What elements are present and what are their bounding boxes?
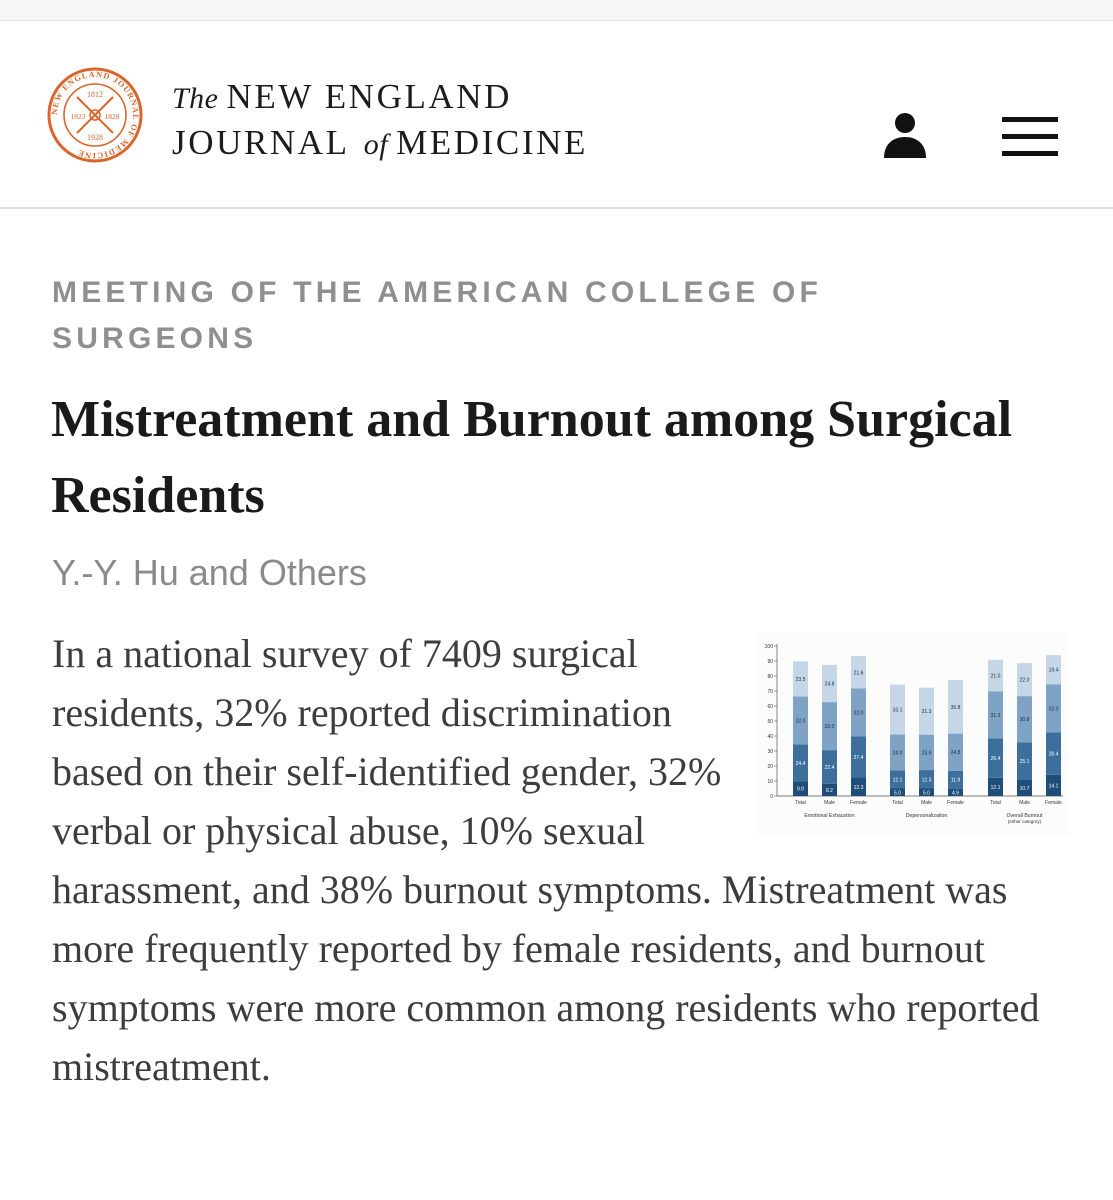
bar-category-label: Female — [947, 800, 964, 806]
bar-data-label: 12.1 — [990, 784, 1001, 791]
bar-data-label: 21.6 — [853, 670, 864, 677]
bar-data-label: 27.4 — [853, 755, 864, 761]
nejm-seal-logo[interactable] — [47, 67, 143, 163]
group-label: Depersonalization — [905, 813, 948, 819]
abstract-text: In a national survey of 7409 surgical residents, 32% reported discrimination based on their self-identified gender, 32% verbal or physical abuse, 10% sexual harassment, and 38% burnout symptoms. Mistreatment was more frequently reported by female residents, and burnout symptoms were more common among residents who reported mistreatment. — [52, 631, 1040, 1089]
bar-data-label: 28.4 — [1048, 751, 1059, 758]
bar-data-label: 22.4 — [824, 764, 835, 771]
bar-data-label: 22.0 — [1019, 677, 1030, 684]
site-header — [0, 21, 1113, 209]
y-tick-label: 90 — [767, 659, 773, 665]
journal-masthead[interactable] — [172, 75, 588, 167]
bar-data-label: 14.1 — [1048, 783, 1059, 790]
bar-data-label: 12.3 — [853, 784, 864, 791]
article-title[interactable]: Mistreatment and Burnout among Surgical Residents — [51, 391, 1013, 524]
bar-data-label: 32.0 — [853, 710, 864, 717]
article-category[interactable]: MEETING OF THE AMERICAN COLLEGE OF SURGEONS — [52, 276, 823, 355]
bar-data-label: 5.0 — [894, 790, 901, 797]
bar-category-label: Male — [824, 800, 835, 806]
bar-data-label: 4.9 — [952, 790, 959, 797]
bar-data-label: 5.0 — [923, 790, 930, 797]
bar-data-label: 26.4 — [990, 756, 1001, 763]
y-tick-label: 10 — [767, 779, 773, 785]
article-authors[interactable]: Y.-Y. Hu and Others — [52, 552, 367, 593]
bar-category-label: Male — [1019, 800, 1030, 806]
bar-data-label: 35.8 — [950, 704, 961, 711]
bar-category-label: Total — [990, 800, 1001, 806]
group-label: Emotional Exhaustion — [804, 813, 855, 819]
bar-data-label: 21.0 — [990, 673, 1001, 680]
bar-data-label: 24.8 — [824, 681, 835, 688]
hamburger-menu-icon[interactable] — [1002, 117, 1058, 157]
bar-data-label: 24.0 — [892, 750, 903, 757]
y-tick-label: 60 — [767, 704, 773, 710]
y-tick-label: 100 — [764, 644, 773, 650]
y-tick-label: 0 — [770, 794, 773, 800]
seal-year-bottom: 1928 — [87, 133, 103, 142]
seal-year-top: 1812 — [87, 90, 103, 99]
bar-data-label: 8.2 — [826, 787, 833, 794]
bar-data-label: 32.0 — [824, 724, 835, 731]
bar-category-label: Total — [892, 800, 903, 806]
bar-data-label: 23.6 — [921, 750, 932, 757]
masthead-journal: JOURNAL — [172, 123, 349, 162]
bar-data-label: 25.1 — [1019, 759, 1030, 766]
group-sublabel: (either category) — [1007, 819, 1042, 824]
bar-data-label: 33.1 — [892, 707, 903, 714]
bar-data-label: 32.0 — [795, 718, 806, 725]
masthead-medicine: MEDICINE — [396, 123, 588, 162]
seal-year-right: 1828 — [104, 112, 120, 121]
bar-data-label: 10.7 — [1019, 785, 1030, 792]
seal-ring-text: NEW ENGLAND JOURNAL OF MEDICINE — [49, 69, 141, 161]
article-abstract — [52, 624, 1052, 1096]
bar-data-label: 11.9 — [950, 777, 961, 784]
y-tick-label: 30 — [767, 749, 773, 755]
bar-data-label: 12.1 — [892, 777, 903, 784]
bar-category-label: Female — [850, 800, 867, 806]
y-tick-label: 50 — [767, 719, 773, 725]
bar-data-label: 12.3 — [921, 777, 932, 784]
bar-data-label: 9.9 — [797, 786, 804, 793]
bar-data-label: 24.4 — [795, 760, 806, 767]
y-tick-label: 70 — [767, 689, 773, 695]
bar-data-label: 24.8 — [950, 750, 961, 757]
user-icon[interactable] — [880, 111, 930, 159]
masthead-of: of — [363, 128, 389, 161]
bar-data-label: 31.3 — [990, 712, 1001, 719]
seal-year-left: 1823 — [70, 112, 86, 121]
bar-data-label: 30.8 — [1019, 717, 1030, 724]
bar-data-label: 23.5 — [795, 676, 806, 683]
masthead-new-england: NEW ENGLAND — [226, 77, 513, 116]
figure-float-spacer — [722, 624, 1052, 856]
browser-top-bar — [0, 0, 1113, 21]
bar-data-label: 32.0 — [1048, 706, 1059, 713]
bar-category-label: Female — [1045, 800, 1062, 806]
bar-data-label: 31.3 — [921, 709, 932, 716]
bar-category-label: Male — [921, 800, 932, 806]
bar-data-label: 19.4 — [1048, 667, 1059, 674]
y-tick-label: 80 — [767, 674, 773, 680]
bar-category-label: Total — [795, 800, 806, 806]
y-tick-label: 40 — [767, 734, 773, 740]
group-label: Overall Burnout — [1006, 813, 1043, 819]
y-tick-label: 20 — [767, 764, 773, 770]
masthead-the: The — [172, 82, 219, 115]
